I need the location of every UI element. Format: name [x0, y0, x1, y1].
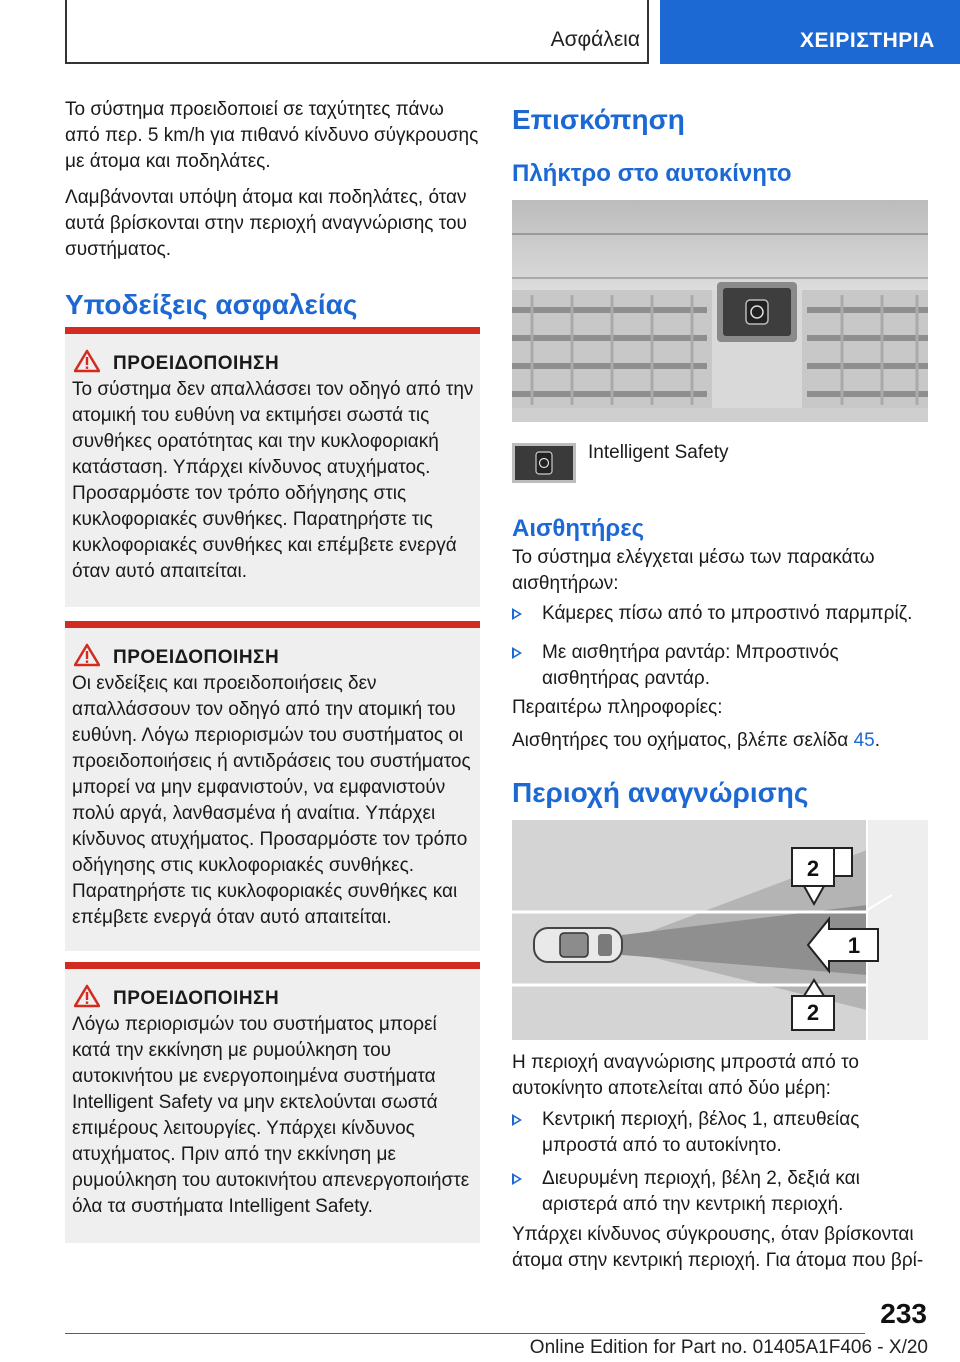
section-title: Ασφάλεια [550, 28, 640, 51]
detection-heading: Περιοχή αναγνώρισης [512, 777, 809, 808]
footer-divider [65, 1333, 865, 1334]
list-item: Με αισθητήρα ραντάρ: Μπροστινός αισθητήρας ραντάρ. [512, 640, 928, 692]
warning-title: ΠΡΟΕΙΔΟΠΟΙΗΣΗ [113, 647, 280, 668]
intro-paragraph-1: Το σύστημα προειδοποιεί σε ταχύτητες πάνω από περ. 5 km/h για πιθανό κίνδυνο σύγκρουσης με άτομα και ποδηλάτες. [65, 99, 479, 172]
arrow-label: 2 [806, 856, 820, 881]
bullet-triangle-icon [512, 608, 522, 620]
chapter-tab-label: ΧΕΙΡΙΣΤΗΡΙΑ [800, 29, 935, 52]
chapter-tab[interactable] [660, 0, 960, 64]
more-info-label: Περαιτέρω πληροφορίες: [512, 697, 723, 718]
overview-heading: Επισκόπηση [512, 104, 685, 135]
bullet-triangle-icon [512, 647, 522, 659]
warning-text: Λόγω περιορισμών του συστήματος μπορεί κατά την εκκίνηση με ρυμούλκηση του αυτοκινήτου με ενεργοποιημένα συστήματα Intelligent Safety να μην εκτελούνται σωστά επιμέρους λειτουργίες. Υπάρχει κίνδυνος ατυχήματος. Πριν από την εκκίνηση με ρυμούλκηση του αυτοκινήτου απενεργοποιήστε όλα τα συστήματα Intelligent Safety. [72, 1014, 470, 1217]
bullet-triangle-icon [512, 1114, 522, 1126]
warning-box-2 [65, 621, 480, 951]
warning-text: Οι ενδείξεις και προειδοποιήσεις δεν απαλλάσσουν τον οδηγό από την ατομική του ευθύνη. Λόγω περιορισμών του συστήματος οι προειδοποιήσεις ή αντιδράσεις του συστήματος μπορεί να μην εμφανιστούν, να εμφανιστούν πολύ αργά, λανθασμένα ή αναίτια. Υπάρχει κίνδυνος ατυχήματος. Προσαρμόστε τον τρόπο οδήγησης στις κυκλοφοριακές συνθήκες. Παρατηρήστε τις κυκλοφοριακές συνθήκες και επέμβετε ενεργά όταν αυτό απαιτείται. [72, 673, 471, 928]
intro-paragraph-2: Λαμβάνονται υπόψη άτομα και ποδηλάτες, όταν αυτά βρίσκονται στην περιοχή αναγνώρισης του συστήματος. [65, 187, 467, 260]
warning-triangle-icon [74, 643, 100, 667]
safety-heading: Υποδείξεις ασφαλείας [65, 289, 358, 320]
list-item: Διευρυμένη περιοχή, βέλη 2, δεξιά και αριστερά από την κεντρική περιοχή. [512, 1166, 928, 1218]
see-page-reference: Αισθητήρες του οχήματος, βλέπε σελίδα 45. [512, 730, 880, 751]
arrow-label: 2 [806, 1000, 820, 1025]
dashboard-button-photo [512, 200, 928, 422]
arrow-label: 1 [847, 933, 861, 958]
list-item: Κεντρική περιοχή, βέλος 1, απευθείας μπροστά από το αυτοκίνητο. [512, 1107, 928, 1159]
bullet-triangle-icon [512, 1173, 522, 1185]
sensors-heading: Αισθητήρες [512, 515, 645, 542]
page-number: 233 [880, 1298, 927, 1329]
warning-triangle-icon [74, 984, 100, 1008]
page-link[interactable]: 45 [853, 730, 875, 751]
detection-area-diagram [512, 820, 928, 1040]
warning-text: Το σύστημα δεν απαλλάσσει τον οδηγό από την ατομική του ευθύνη να εκτιμήσει σωστά τις συνθήκες ορατότητας και την κυκλοφοριακή κατάσταση. Υπάρχει κίνδυνος ατυχήματος. Προσαρμόστε τον τρόπο οδήγησης στις κυκλοφοριακές συνθήκες. Παρατηρήστε τις κυκλοφοριακές συνθήκες και επέμβετε ενεργά όταν αυτό απαιτείται. [72, 379, 474, 582]
list-item: Κάμερες πίσω από το μπροστινό παρμπρίζ. [512, 601, 928, 627]
car-icon [534, 928, 622, 962]
warning-title: ΠΡΟΕΙΔΟΠΟΙΗΣΗ [113, 988, 280, 1009]
sensors-intro: Το σύστημα ελέγχεται μέσω των παρακάτω αισθητήρων: [512, 547, 875, 594]
footer-edition: Online Edition for Part no. 01405A1F406 - X/20 [529, 1337, 928, 1358]
detection-intro: Η περιοχή αναγνώρισης μπροστά από το αυτοκίνητο αποτελείται από δύο μέρη: [512, 1052, 859, 1099]
warning-box-1 [65, 327, 480, 607]
button-label: Intelligent Safety [588, 442, 729, 463]
button-heading: Πλήκτρο στο αυτοκίνητο [512, 160, 792, 187]
detection-outro: Υπάρχει κίνδυνος σύγκρουσης, όταν βρίσκονται άτομα στην κεντρική περιοχή. Για άτομα που βρί- [512, 1224, 924, 1271]
warning-box-3 [65, 962, 480, 1243]
warning-title: ΠΡΟΕΙΔΟΠΟΙΗΣΗ [113, 353, 280, 374]
warning-triangle-icon [74, 349, 100, 373]
intelligent-safety-button-icon [512, 443, 576, 483]
